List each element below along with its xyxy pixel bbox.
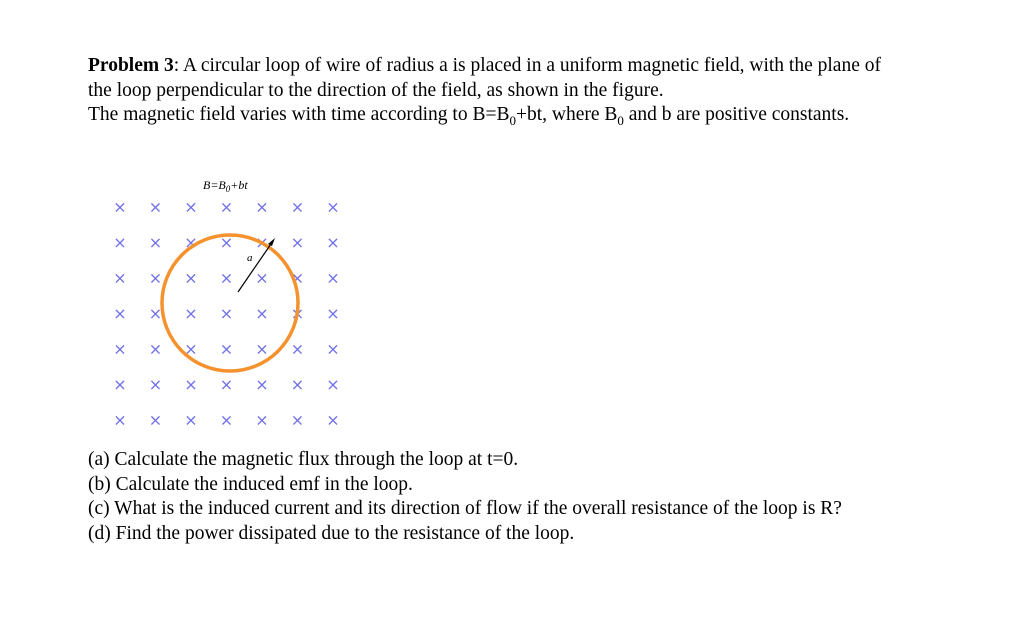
question-list	[88, 448, 988, 546]
field-cross: ×	[184, 339, 198, 359]
field-cross: ×	[326, 339, 340, 359]
field-cross: ×	[255, 233, 269, 252]
problem-sentence-1: : A circular loop of wire of radius a is placed in a uniform magnetic field, with the plane of the loop perpendicular to the direction of the field, as shown in the figure.	[88, 55, 881, 101]
field-cross: ×	[219, 268, 234, 288]
field-cross: ×	[184, 233, 198, 252]
problem-statement	[88, 54, 908, 133]
magnetic-field-figure	[100, 168, 360, 430]
field-cross: ×	[219, 339, 234, 359]
field-cross: ×	[113, 304, 127, 323]
field-cross: ×	[219, 375, 234, 394]
field-cross: ×	[113, 197, 127, 217]
radius-arrowhead	[268, 238, 275, 246]
field-cross: ×	[326, 410, 340, 430]
field-cross: ×	[113, 339, 127, 359]
field-cross: ×	[326, 268, 340, 288]
question-d: (d) Find the power dissipated due to the resistance of the loop.	[88, 522, 575, 544]
field-cross: ×	[113, 268, 127, 288]
field-cross: ×	[148, 268, 163, 288]
radius-label: a	[247, 252, 253, 264]
field-cross: ×	[148, 410, 163, 430]
field-cross-grid	[113, 198, 339, 430]
field-cross: ×	[255, 339, 269, 359]
field-cross: ×	[326, 197, 340, 217]
problem-paragraph-1	[88, 54, 908, 103]
field-cross: ×	[255, 268, 269, 288]
field-cross: ×	[113, 410, 127, 430]
figure-svg	[100, 168, 360, 430]
field-cross: ×	[290, 233, 305, 252]
field-cross: ×	[184, 268, 198, 288]
field-cross: ×	[148, 233, 163, 252]
field-cross: ×	[219, 304, 234, 323]
field-eq-part1: The magnetic field varies with time according to B=B	[88, 104, 510, 125]
field-cross: ×	[326, 375, 340, 394]
field-cross: ×	[184, 410, 198, 430]
question-c: (c) What is the induced current and its direction of flow if the overall resistance of the loop is R?	[88, 498, 842, 519]
field-cross: ×	[255, 304, 269, 323]
field-cross: ×	[219, 410, 234, 430]
field-cross: ×	[219, 197, 234, 217]
field-cross: ×	[184, 375, 198, 394]
field-cross: ×	[326, 233, 340, 252]
field-cross: ×	[148, 304, 163, 323]
field-cross: ×	[184, 197, 198, 217]
problem-label: Problem 3	[88, 55, 174, 76]
question-b: (b) Calculate the induced emf in the loop.	[88, 473, 413, 495]
field-cross: ×	[148, 197, 163, 217]
field-cross: ×	[290, 197, 305, 217]
field-cross: ×	[290, 375, 305, 394]
field-eq-part3: and b are positive constants.	[623, 104, 850, 125]
question-a: (a) Calculate the magnetic flux through the loop at t=0.	[88, 449, 519, 470]
field-cross: ×	[326, 304, 340, 323]
field-cross: ×	[255, 375, 269, 394]
field-cross: ×	[290, 304, 305, 323]
problem-paragraph-2	[88, 103, 908, 133]
field-cross: ×	[255, 197, 269, 217]
field-cross: ×	[290, 339, 305, 359]
field-eq-sub1: 0	[509, 112, 516, 128]
field-cross: ×	[290, 268, 305, 288]
field-cross: ×	[184, 304, 198, 323]
field-cross: ×	[113, 233, 127, 252]
field-label-main: B=B	[203, 178, 226, 192]
field-cross: ×	[113, 375, 127, 394]
field-cross: ×	[148, 375, 163, 394]
field-label	[203, 178, 248, 194]
field-eq-sub2: 0	[617, 112, 624, 128]
field-cross: ×	[148, 339, 163, 359]
field-cross: ×	[255, 410, 269, 430]
field-cross: ×	[290, 410, 305, 430]
field-eq-part2: +bt, where B	[515, 104, 618, 125]
field-label-sub: 0	[225, 184, 231, 194]
field-label-tail: +bt	[230, 178, 248, 192]
field-cross: ×	[219, 233, 234, 252]
